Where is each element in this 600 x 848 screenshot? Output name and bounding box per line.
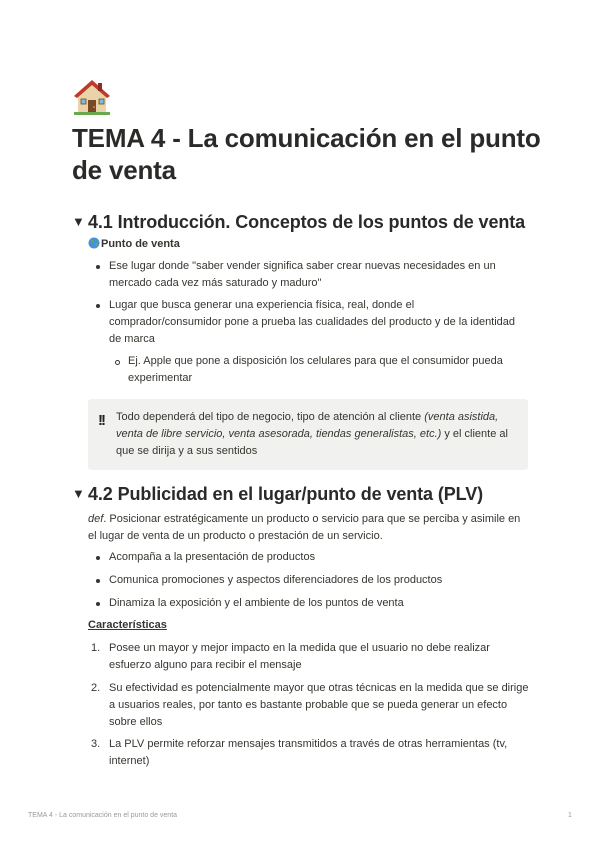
callout-text-italic: (venta asistida, venta de libre servicio, venta asesorada, tiendas generalistas, etc.): [116, 411, 499, 440]
definition-label: def: [88, 513, 104, 525]
section-toggle-4-1[interactable]: [72, 210, 525, 234]
list-item: Acompaña a la presentación de productos: [109, 549, 524, 566]
callout-text-end: y el cliente al que se dirija y a sus sentidos: [116, 428, 508, 457]
section-toggle-4-2[interactable]: [72, 482, 483, 506]
house-icon: [72, 78, 112, 116]
list-item: Lugar que busca generar una experiencia física, real, donde el comprador/consumidor pone a prueba las cualidades del producto y de la identidad de marca: [109, 297, 524, 348]
characteristics-heading: Características: [88, 619, 167, 631]
callout-text-plain: Todo dependerá del tipo de negocio, tipo de atención al cliente: [116, 411, 425, 423]
numbered-item: Su efectividad es potencialmente mayor que otras técnicas en la medida que se dirige a usuarios reales, por tanto es bastante probable que se pueda generar un efecto sobre ellos: [109, 682, 529, 728]
definition-text: . Posicionar estratégicamente un producto o servicio para que se perciba y asimile en el lugar de venta de un producto o prestación de un servicio.: [88, 513, 521, 542]
list-item: Ese lugar donde "saber vender significa saber crear nuevas necesidades en un mercado cada vez más saturado y maduro": [109, 258, 529, 292]
double-exclamation-icon: !!: [98, 412, 104, 429]
page-title: TEMA 4 - La comunicación en el punto de venta: [72, 123, 541, 185]
section-heading-4-2: 4.2 Publicidad en el lugar/punto de venta (PLV): [88, 484, 484, 504]
definition-paragraph: [88, 511, 528, 545]
callout-text: [116, 409, 516, 460]
section-heading-4-1: 4.1 Introducción. Conceptos de los puntos de venta: [88, 212, 526, 232]
toggle-triangle-icon[interactable]: ▼: [72, 486, 85, 501]
footer-title: TEMA 4 - La comunicación en el punto de venta: [28, 812, 178, 819]
sub-list-item: Ej. Apple que pone a disposición los celulares para que el consumidor pueda experimentar: [128, 353, 528, 387]
footer-page-number: 1: [568, 812, 572, 819]
list-item: Comunica promociones y aspectos diferenciadores de los productos: [109, 572, 524, 589]
globe-icon: [88, 237, 100, 249]
numbered-item: La PLV permite reforzar mensajes transmitidos a través de otras herramientas (tv, internet): [109, 738, 508, 767]
list-item: Dinamiza la exposición y el ambiente de los puntos de venta: [109, 595, 524, 612]
numbered-item: Posee un mayor y mejor impacto en la medida que el usuario no debe realizar esfuerzo alguno para recibir el mensaje: [109, 642, 490, 671]
subheading-text: Punto de venta: [101, 238, 180, 250]
callout-box: [88, 399, 528, 470]
list-number: 3.: [91, 738, 101, 750]
list-number: 2.: [91, 682, 101, 694]
subheading-punto-de-venta: [88, 236, 180, 252]
toggle-triangle-icon[interactable]: ▼: [72, 214, 85, 229]
list-number: 1.: [91, 642, 101, 654]
